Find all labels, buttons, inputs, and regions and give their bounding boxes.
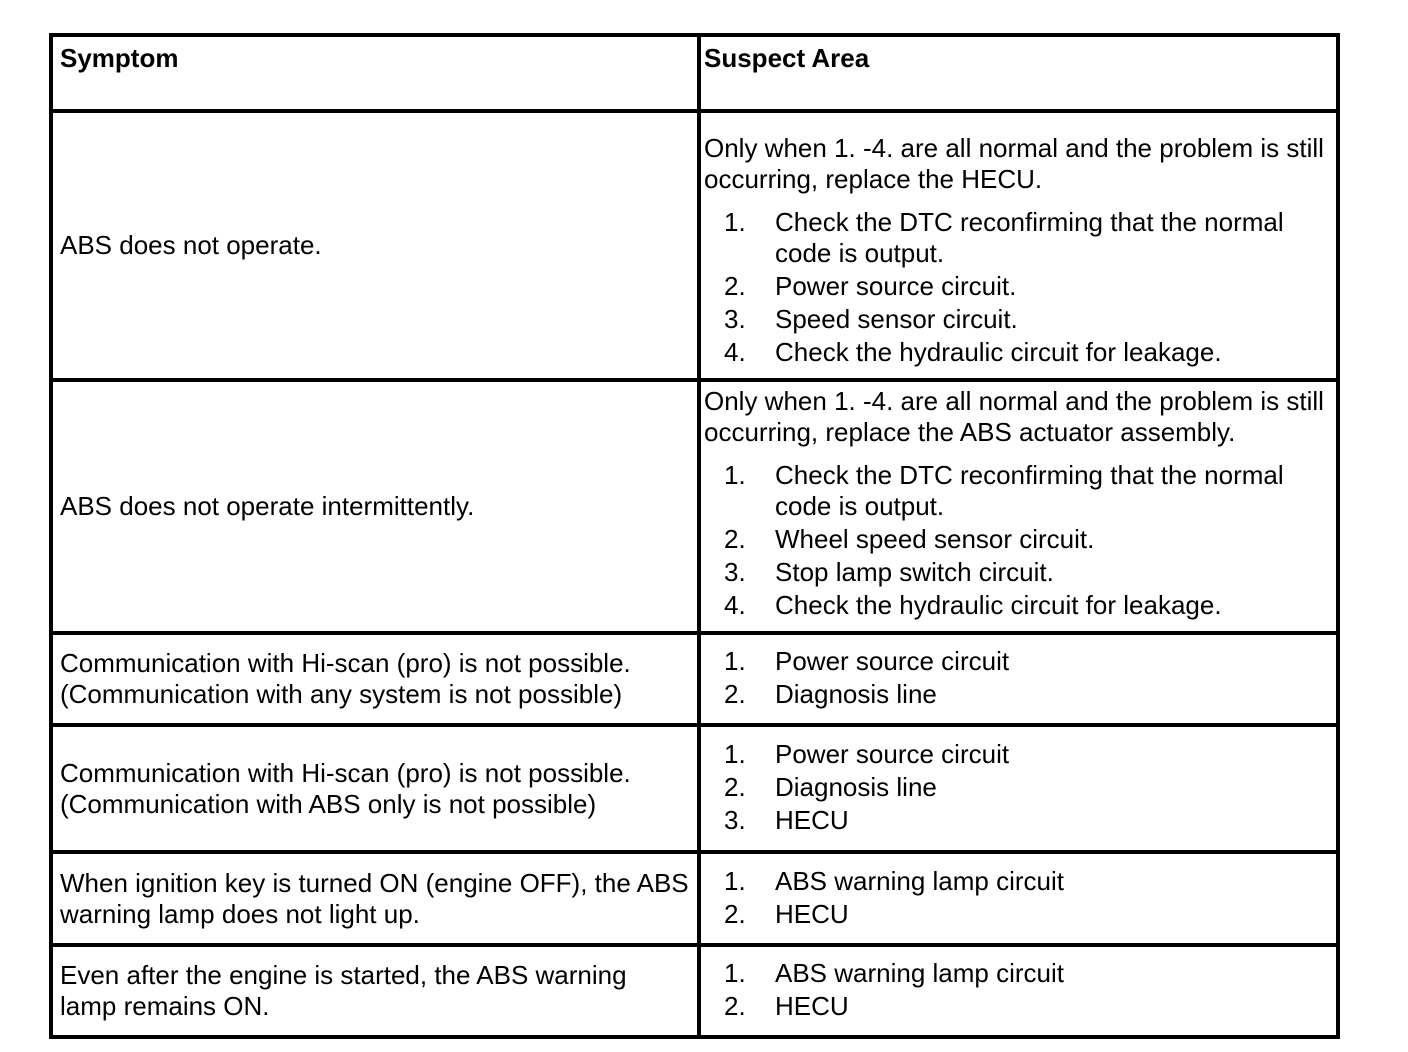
list-number: 1. <box>724 460 746 490</box>
list-text: Check the DTC reconfirming that the normal code is output. <box>775 460 1284 521</box>
list-number: 3. <box>724 805 746 835</box>
list-text: HECU <box>775 805 849 835</box>
list-number: 2. <box>724 772 746 802</box>
list-text: ABS warning lamp circuit <box>775 865 1064 896</box>
list-number: 4. <box>724 337 746 367</box>
list-number: 1. <box>724 865 746 896</box>
list-item <box>704 460 1336 522</box>
list-item <box>704 991 1064 1022</box>
list-item <box>704 337 1336 368</box>
list-item <box>704 304 1336 335</box>
list-number: 2. <box>724 898 746 929</box>
suspect-note: Only when 1. -4. are all normal and the problem is still occurring, replace the ABS actuator assembly. <box>704 386 1324 447</box>
list-item <box>704 557 1336 588</box>
suspect-list <box>704 866 1064 932</box>
symptom-text: ABS does not operate intermittently. <box>60 491 475 521</box>
suspect-list <box>704 207 1336 368</box>
list-item <box>704 524 1336 555</box>
list-number: 4. <box>724 590 746 620</box>
list-number: 3. <box>724 557 746 587</box>
list-text: Power source circuit. <box>775 271 1017 301</box>
list-number: 1. <box>724 739 746 769</box>
row-5-symptom <box>60 854 690 943</box>
list-number: 2. <box>724 271 746 301</box>
list-number: 3. <box>724 304 746 334</box>
suspect-list <box>704 460 1336 621</box>
list-text: Speed sensor circuit. <box>775 304 1018 334</box>
list-item <box>704 271 1336 302</box>
list-number: 1. <box>724 958 746 988</box>
list-text: Check the DTC reconfirming that the normal code is output. <box>775 207 1284 268</box>
row-2-symptom <box>60 382 690 631</box>
list-item <box>704 739 1009 770</box>
list-text: Wheel speed sensor circuit. <box>775 524 1095 554</box>
list-number: 1. <box>724 646 746 676</box>
row-3-suspect-area <box>704 635 1336 723</box>
list-text: Diagnosis line <box>775 679 937 709</box>
list-item <box>704 805 1009 836</box>
header-suspect-area: Suspect Area <box>704 43 870 73</box>
symptom-text: Communication with Hi-scan (pro) is not possible. (Communication with ABS only is not possible) <box>60 757 631 819</box>
list-item <box>704 646 1009 677</box>
suspect-list <box>704 739 1009 838</box>
list-item <box>704 958 1064 989</box>
list-number: 2. <box>724 991 746 1021</box>
suspect-list <box>704 646 1009 712</box>
list-number: 2. <box>724 524 746 554</box>
list-item <box>704 866 1064 897</box>
symptom-text: ABS does not operate. <box>60 230 322 260</box>
symptom-text: When ignition key is turned ON (engine OFF), the ABS warning lamp does not light up. <box>60 867 689 929</box>
symptom-text: Even after the engine is started, the ABS warning lamp remains ON. <box>60 960 627 1021</box>
row-2-suspect-area <box>704 386 1336 623</box>
suspect-note: Only when 1. -4. are all normal and the problem is still occurring, replace the HECU. <box>704 133 1324 194</box>
row-4-suspect-area <box>704 727 1336 850</box>
list-text: ABS warning lamp circuit <box>775 958 1064 988</box>
symptom-table <box>49 33 1340 1039</box>
list-text: Diagnosis line <box>775 772 937 802</box>
list-text: Power source circuit <box>775 646 1010 676</box>
list-text: HECU <box>775 898 849 929</box>
list-text: Power source circuit <box>775 739 1010 769</box>
row-3-symptom <box>60 635 690 723</box>
list-number: 2. <box>724 679 746 709</box>
list-number: 1. <box>724 207 746 237</box>
column-divider <box>697 37 701 1035</box>
list-text: HECU <box>775 991 849 1021</box>
list-item <box>704 590 1336 621</box>
list-text: Stop lamp switch circuit. <box>775 557 1054 587</box>
list-text: Check the hydraulic circuit for leakage. <box>775 590 1222 620</box>
symptom-text: Communication with Hi-scan (pro) is not possible. (Communication with any system is not possible) <box>60 648 631 709</box>
header-symptom: Symptom <box>60 43 179 73</box>
list-item <box>704 899 1064 930</box>
row-5-suspect-area <box>704 854 1336 943</box>
list-item <box>704 679 1009 710</box>
row-6-symptom <box>60 947 690 1035</box>
row-4-symptom <box>60 727 690 850</box>
list-text: Check the hydraulic circuit for leakage. <box>775 337 1222 367</box>
row-1-symptom <box>60 113 690 378</box>
list-item <box>704 207 1336 269</box>
list-item <box>704 772 1009 803</box>
suspect-list <box>704 958 1064 1024</box>
row-6-suspect-area <box>704 947 1336 1035</box>
row-1-suspect-area <box>704 133 1336 370</box>
